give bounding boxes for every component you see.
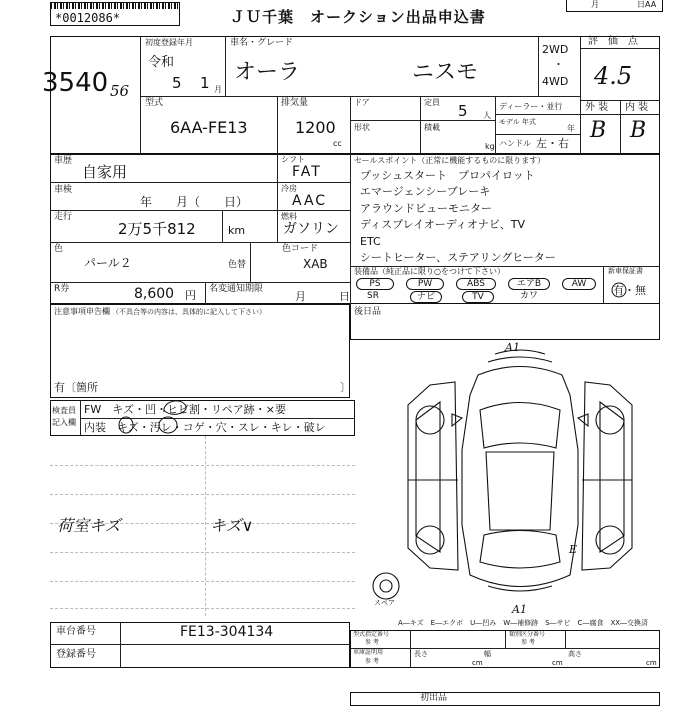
- registration-year: 5: [172, 74, 182, 92]
- rear-item-label: 後日品: [354, 307, 382, 317]
- form-title: ＪＵ千葉 オークション出品申込書: [230, 8, 486, 26]
- reference-1: 参 考: [365, 639, 379, 646]
- dealer-label: ディーラー・並行: [499, 102, 563, 111]
- chassis-number: FE13-304134: [180, 624, 274, 640]
- car-name: オーラ: [234, 60, 301, 85]
- capacity-unit: 人: [483, 111, 491, 120]
- handle-label: ハンドル: [499, 139, 531, 148]
- shape-label: 形状: [354, 123, 370, 132]
- serial-number: 0012086: [62, 11, 113, 25]
- capacity-label: 定員: [424, 98, 440, 107]
- reference-3: 参 考: [365, 658, 379, 665]
- selling-point-6: シートヒーター、ステアリングヒーター: [360, 251, 556, 264]
- date-box: [566, 0, 663, 12]
- history-value: 自家用: [82, 163, 128, 181]
- inspector-exterior-row: FW キズ・凹・ヒビ割・リペア跡・×要: [84, 403, 286, 416]
- model-year-label: モデル 年式: [499, 118, 536, 126]
- displacement-label: 排気量: [281, 98, 309, 108]
- car-damage-diagram: [400, 340, 640, 610]
- score-value: 4.5: [594, 62, 633, 90]
- history-label: 車歴: [54, 156, 73, 166]
- shift-value: FAT: [292, 164, 322, 180]
- equipment-navi: ナビ: [410, 291, 442, 303]
- damage-mark-side: E: [569, 543, 578, 556]
- year-unit: 年: [567, 124, 575, 133]
- date-day-label: 日AA: [637, 0, 657, 9]
- spare-label: スペア: [374, 599, 395, 607]
- equipment-pw: PW: [406, 278, 444, 290]
- selling-point-3: アラウンドビューモニター: [360, 202, 492, 215]
- interior-score-label: 内 装: [625, 102, 649, 113]
- equipment-abs: ABS: [456, 278, 496, 290]
- handle-options: 左・右: [536, 137, 569, 150]
- handwritten-note-1: 荷室キズ: [57, 516, 121, 535]
- color-value: パール２: [84, 256, 132, 270]
- inspector-interior-row: 内装 キズ・汚レ・コゲ・穴・スレ・キレ・破レ: [84, 421, 326, 434]
- equipment-sr: SR: [367, 291, 379, 301]
- color-code: XAB: [303, 257, 328, 271]
- recycle-unit: 円: [185, 289, 196, 302]
- warranty-value: 有・無: [613, 284, 646, 297]
- fuel-label: 燃料: [281, 212, 297, 221]
- warranty-circle: [611, 282, 627, 298]
- equipment-tv: TV: [462, 291, 494, 303]
- damage-legend: A―キズ E―エクボ U―凹み W―補修跡 S―サビ C―腐食 XX―交換済: [398, 619, 649, 627]
- reference-2: 参 考: [521, 639, 535, 646]
- score-label: 評 価 点: [588, 36, 638, 47]
- displacement: 1200: [295, 118, 336, 137]
- door-label: ドア: [354, 98, 370, 107]
- exterior-score: B: [590, 118, 607, 143]
- mileage: 2万5千812: [118, 220, 196, 238]
- garage-cert-label: 車庫証明用: [353, 649, 384, 656]
- recycle-label: R券: [54, 284, 70, 294]
- color-change-label: 色替: [228, 260, 247, 270]
- drive-4wd: 4WD: [542, 75, 569, 88]
- warranty-label: 新車保証書: [608, 267, 643, 275]
- interior-score: B: [630, 118, 647, 143]
- selling-points-label: セールスポイント（正常に機能するものに限ります）: [354, 156, 546, 165]
- load-unit: kg: [485, 142, 495, 151]
- car-name-label: 車名・グレード: [230, 38, 294, 48]
- width-unit: cm: [552, 659, 563, 667]
- selling-point-1: プッシュスタート プロパイロット: [360, 169, 535, 182]
- registration-month-unit: 月: [214, 85, 222, 94]
- height-label: 高さ: [568, 650, 582, 658]
- lot-number: 3540: [42, 68, 109, 98]
- shaken-value: 年 月（ 日）: [140, 195, 249, 209]
- car-grade: ニスモ: [412, 60, 479, 85]
- width-label: 幅: [484, 650, 491, 658]
- registration-label: 初度登録年月: [145, 38, 193, 47]
- length-label: 長さ: [414, 650, 428, 658]
- chassis-label: 車台番号: [56, 626, 96, 637]
- model-code-label: 型式指定番号: [353, 631, 390, 638]
- handwritten-note-2: キズ∨: [210, 516, 254, 535]
- footer-fragment: 初出品: [420, 693, 448, 703]
- shift-label: シフト: [281, 155, 305, 164]
- recycle-amount: 8,600: [134, 286, 175, 302]
- height-unit: cm: [646, 659, 657, 667]
- repair-history-close: 〕: [340, 381, 351, 394]
- equipment-ps: PS: [356, 278, 394, 290]
- model-code: 6AA-FE13: [170, 118, 248, 137]
- repair-history: 有〔箇所: [54, 381, 98, 394]
- inspector-entry-label: 記入欄: [52, 418, 76, 427]
- class-code-label: 類別区分番号: [509, 631, 546, 638]
- equipment-label: 装備品（純正品に限り○をつけて下さい）: [354, 267, 505, 276]
- notice-value: 月 日: [295, 290, 350, 303]
- date-month-label: 月: [591, 0, 599, 9]
- lot-number-suffix: 56: [110, 82, 130, 100]
- ac-value: AAC: [292, 193, 328, 209]
- model-label: 型式: [145, 98, 164, 108]
- fuel-value: ガソリン: [283, 221, 339, 237]
- footer-block: [350, 692, 660, 706]
- damage-mark-rear: A1: [512, 603, 527, 616]
- dent-circle-mark: [160, 398, 190, 418]
- drive-separator: ・: [553, 58, 564, 71]
- damage-mark-front: A1: [505, 341, 520, 354]
- notice-label: 名変通知期限: [209, 284, 264, 294]
- equipment-airbag: エアB: [508, 278, 550, 290]
- registration-number-label: 登録番号: [56, 649, 96, 660]
- inspector-label: 検査員: [52, 406, 76, 415]
- serial-number-box: *0012086*: [50, 2, 180, 26]
- registration-era: 令和: [148, 55, 175, 70]
- drive-2wd: 2WD: [542, 43, 569, 56]
- shaken-label: 車検: [54, 185, 73, 195]
- notes-hint: （不具合等の内容は、具体的に記入して下さい）: [112, 308, 266, 316]
- equipment-leather: カワ: [520, 291, 539, 301]
- equipment-aw: AW: [562, 278, 596, 290]
- displacement-unit: cc: [333, 139, 342, 148]
- mileage-label: 走行: [54, 212, 73, 222]
- selling-point-2: エマージェンシーブレーキ: [360, 185, 491, 198]
- rear-item-block: [350, 304, 660, 340]
- ac-label: 冷房: [281, 184, 297, 193]
- color-label: 色: [54, 244, 64, 254]
- selling-point-5: ETC: [360, 235, 381, 248]
- capacity: 5: [458, 102, 468, 120]
- interior-circle-marks: [118, 416, 198, 436]
- exterior-score-label: 外 装: [585, 102, 609, 113]
- selling-point-4: ディスプレイオーディオナビ、TV: [360, 218, 526, 231]
- color-code-label: 色コード: [282, 244, 319, 254]
- notes-label: 注意事項申告欄: [54, 307, 110, 316]
- barcode: [51, 3, 179, 9]
- mileage-unit: km: [228, 224, 246, 237]
- load-label: 積載: [424, 123, 440, 132]
- registration-month: 1: [200, 74, 210, 92]
- length-unit: cm: [472, 659, 483, 667]
